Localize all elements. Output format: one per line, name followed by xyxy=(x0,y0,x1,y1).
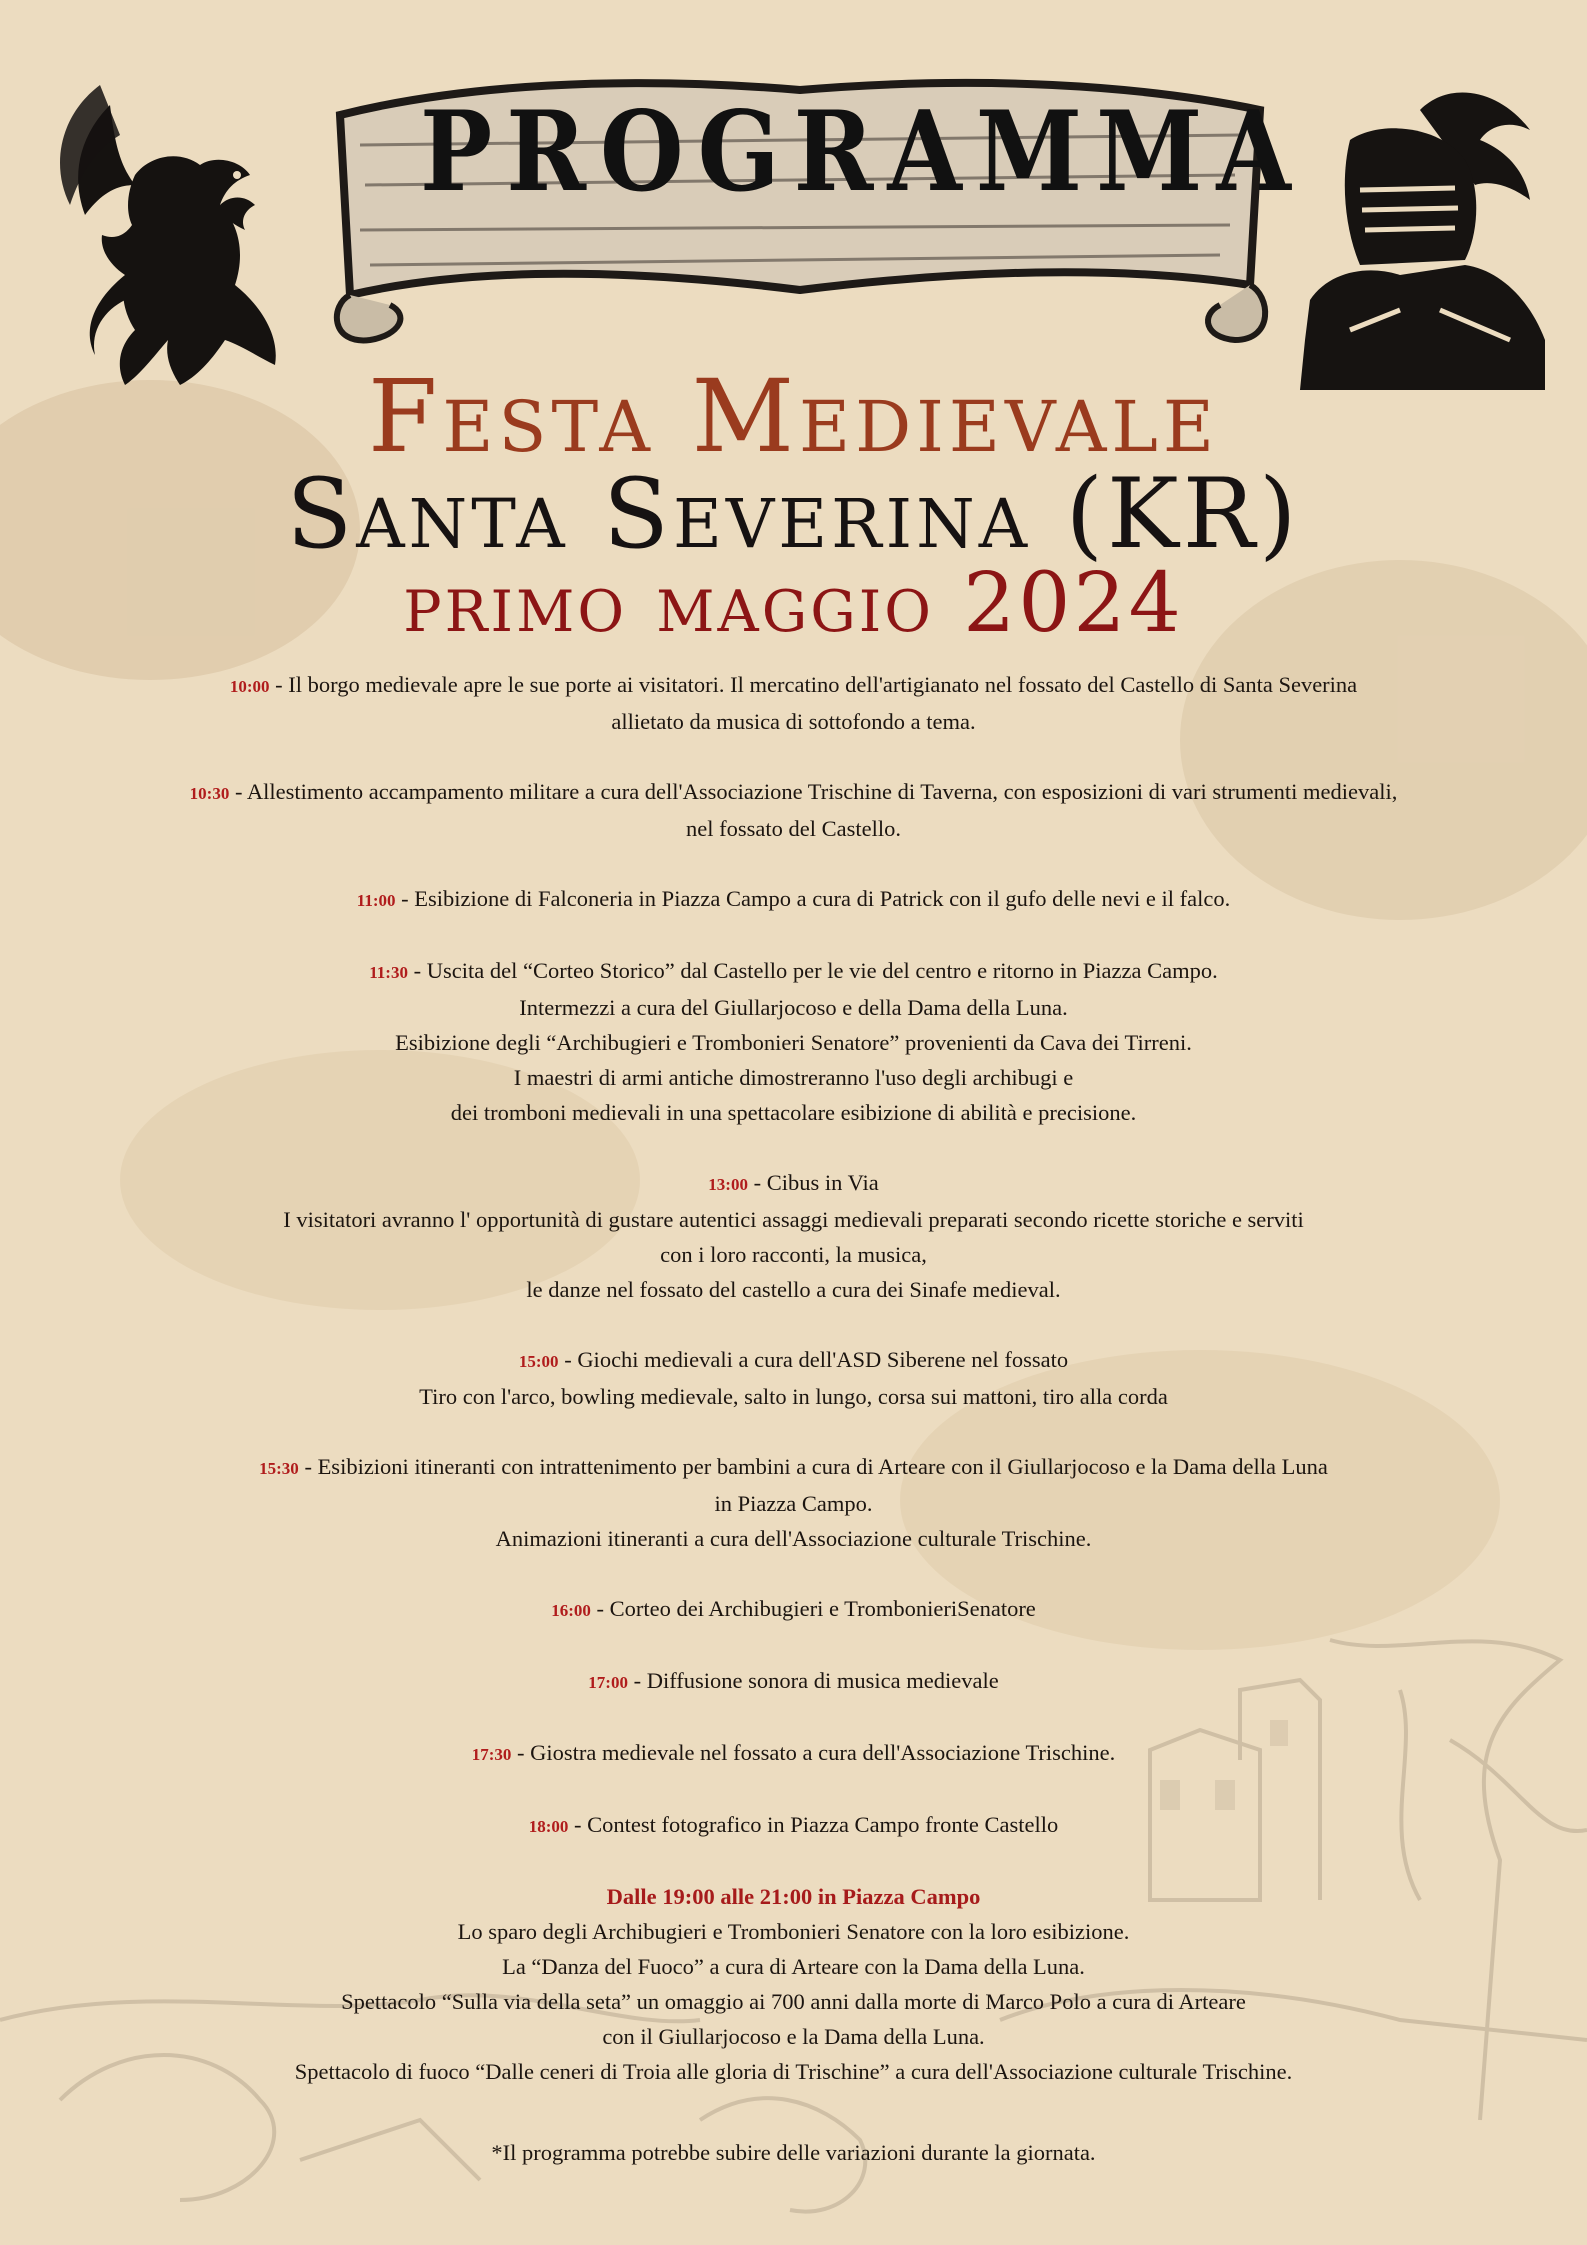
event-line xyxy=(0,1272,1587,1307)
event-line xyxy=(0,704,1587,739)
event-time: 13:00 xyxy=(708,1175,748,1194)
event-line xyxy=(0,1379,1587,1414)
event-text: allietato da musica di sottofondo a tema. xyxy=(611,709,976,734)
event-text: Giochi medievali a cura dell'ASD Siberene nel fossato xyxy=(577,1347,1069,1372)
event-text: Allestimento accampamento militare a cura dell'Associazione Trischine di Taverna, con esposizioni di vari strumenti medievali, xyxy=(246,779,1398,804)
program-event xyxy=(0,1342,1587,1414)
event-text: con i loro racconti, la musica, xyxy=(660,1242,927,1267)
event-text: le danze nel fossato del castello a cura dei Sinafe medieval. xyxy=(526,1277,1061,1302)
event-text: Uscita del “Corteo Storico” dal Castello per le vie del centro e ritorno in Piazza Campo. xyxy=(426,958,1218,983)
evening-line: Lo sparo degli Archibugieri e Trombonieri Senatore con la loro esibizione. xyxy=(457,1919,1130,1944)
evening-heading: Dalle 19:00 alle 21:00 in Piazza Campo xyxy=(606,1884,981,1909)
event-line: 17:30 - Giostra medievale nel fossato a cura dell'Associazione Trischine. xyxy=(471,1740,1116,1765)
program-event xyxy=(0,953,1587,1130)
event-time: 18:00 xyxy=(528,1817,569,1836)
event-text: Esibizioni itineranti con intrattenimento per bambini a cura di Arteare con il Giullarjocoso e la Dama della Luna xyxy=(317,1454,1328,1479)
event-line xyxy=(0,990,1587,1025)
event-line xyxy=(0,1095,1587,1130)
event-text: Esibizione degli “Archibugieri e Trombonieri Senatore” provenienti da Cava dei Tirreni. xyxy=(395,1030,1192,1055)
event-text: Animazioni itineranti a cura dell'Associazione culturale Trischine. xyxy=(495,1526,1092,1551)
event-line xyxy=(0,1202,1587,1237)
program-event xyxy=(0,1663,1587,1700)
event-line: 13:00 - Cibus in Via xyxy=(708,1170,879,1195)
disclaimer-note: *Il programma potrebbe subire delle variazioni durante la giornata. xyxy=(491,2140,1096,2165)
event-time: 16:00 xyxy=(551,1601,591,1620)
event-line: 15:00 - Giochi medievali a cura dell'ASD Siberene nel fossato xyxy=(518,1347,1069,1372)
evening-line: Spettacolo di fuoco “Dalle ceneri di Troia alle gloria di Trischine” a cura dell'Associazione culturale Trischine. xyxy=(294,2059,1293,2084)
program-event xyxy=(0,667,1587,739)
event-line: 16:00 - Corteo dei Archibugieri e TrombonieriSenatore xyxy=(551,1596,1036,1621)
event-line: 11:30 - Uscita del “Corteo Storico” dal Castello per le vie del centro e ritorno in Piazza Campo. xyxy=(369,958,1218,983)
event-time: 10:30 xyxy=(189,784,230,803)
program-list xyxy=(0,667,1587,2124)
event-text: I maestri di armi antiche dimostreranno l'uso degli archibugi e xyxy=(513,1065,1074,1090)
event-line: 10:00 - Il borgo medievale apre le sue porte ai visitatori. Il mercatino dell'artigianato nel fossato del Castello di Santa Severina xyxy=(229,672,1358,697)
event-text: Il borgo medievale apre le sue porte ai visitatori. Il mercatino dell'artigianato nel fossato del Castello di Santa Severina xyxy=(288,672,1358,697)
event-line xyxy=(0,811,1587,846)
evening-block xyxy=(0,1879,1587,2089)
program-event xyxy=(0,1807,1587,1844)
event-time: 10:00 xyxy=(229,677,270,696)
event-line: 11:00 - Esibizione di Falconeria in Piazza Campo a cura di Patrick con il gufo delle nevi e il falco. xyxy=(356,886,1231,911)
event-line: 17:00 - Diffusione sonora di musica medievale xyxy=(588,1668,999,1693)
event-text: dei tromboni medievali in una spettacolare esibizione di abilità e precisione. xyxy=(450,1100,1137,1125)
evening-line: Spettacolo “Sulla via della seta” un omaggio ai 700 anni dalla morte di Marco Polo a cura di Arteare xyxy=(341,1989,1246,2014)
program-event xyxy=(0,1591,1587,1628)
event-line xyxy=(0,1025,1587,1060)
date-heading: primo maggio 2024 xyxy=(403,556,1184,651)
event-text: Intermezzi a cura del Giullarjocoso e della Dama della Luna. xyxy=(519,995,1068,1020)
event-line: 18:00 - Contest fotografico in Piazza Campo fronte Castello xyxy=(528,1812,1059,1837)
event-text: Contest fotografico in Piazza Campo fronte Castello xyxy=(587,1812,1059,1837)
event-text: Giostra medievale nel fossato a cura dell'Associazione Trischine. xyxy=(530,1740,1116,1765)
event-time: 17:30 xyxy=(471,1745,512,1764)
event-time: 11:00 xyxy=(356,891,396,910)
event-line xyxy=(0,1060,1587,1095)
program-event xyxy=(0,1735,1587,1772)
event-time: 11:30 xyxy=(369,963,408,982)
program-event xyxy=(0,1449,1587,1556)
event-time: 17:00 xyxy=(588,1673,628,1692)
festa-heading: Festa Medievale xyxy=(368,358,1219,475)
event-text: Cibus in Via xyxy=(766,1170,879,1195)
event-text: Diffusione sonora di musica medievale xyxy=(646,1668,999,1693)
event-text: I visitatori avranno l' opportunità di gustare autentici assaggi medievali preparati secondo ricette storiche e serviti xyxy=(283,1207,1304,1232)
event-text: in Piazza Campo. xyxy=(714,1491,873,1516)
event-line xyxy=(0,1521,1587,1556)
event-text: nel fossato del Castello. xyxy=(686,816,901,841)
evening-line: con il Giullarjocoso e la Dama della Luna. xyxy=(602,2024,985,2049)
program-event xyxy=(0,881,1587,918)
event-line xyxy=(0,1486,1587,1521)
banner-title: PROGRAMMA xyxy=(420,86,1305,217)
event-text: Tiro con l'arco, bowling medievale, salto in lungo, corsa sui mattoni, tiro alla corda xyxy=(419,1384,1168,1409)
evening-line: La “Danza del Fuoco” a cura di Arteare con la Dama della Luna. xyxy=(502,1954,1085,1979)
event-text: Esibizione di Falconeria in Piazza Campo a cura di Patrick con il gufo delle nevi e il falco. xyxy=(414,886,1231,911)
program-event xyxy=(0,1165,1587,1307)
program-event xyxy=(0,774,1587,846)
luogo-heading: Santa Severina (KR) xyxy=(286,458,1301,570)
event-line: 15:30 - Esibizioni itineranti con intrattenimento per bambini a cura di Arteare con il Giullarjocoso e la Dama della Luna xyxy=(259,1454,1328,1479)
event-time: 15:30 xyxy=(259,1459,299,1478)
event-text: Corteo dei Archibugieri e TrombonieriSenatore xyxy=(609,1596,1036,1621)
event-time: 15:00 xyxy=(518,1352,559,1371)
event-line xyxy=(0,1237,1587,1272)
event-line: 10:30 - Allestimento accampamento militare a cura dell'Associazione Trischine di Taverna, con esposizioni di vari strumenti medievali, xyxy=(189,779,1398,804)
